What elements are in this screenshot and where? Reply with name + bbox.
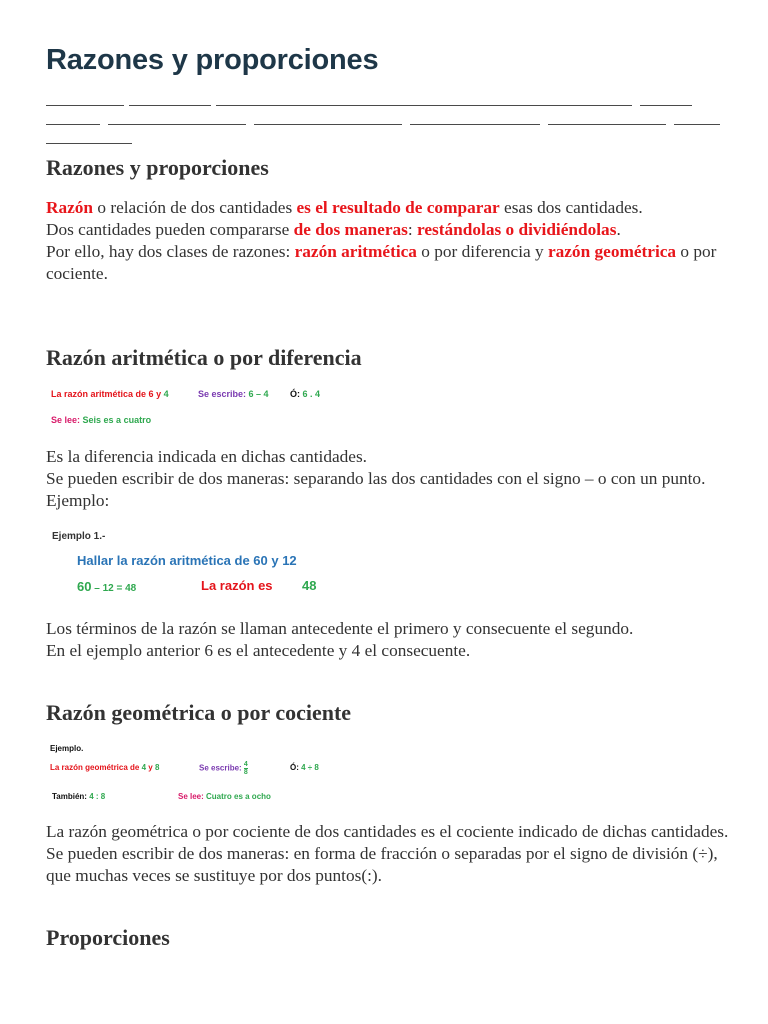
body-text: esas dos cantidades.	[499, 198, 643, 217]
body-text: La razón geométrica o por cociente de dos cantidades es el cociente indicado de dichas cantidades. Se pueden escribir de dos maneras: en forma de fracción o separadas por el signo de división (÷), que muchas veces se sustituye por dos puntos(:).	[46, 822, 729, 885]
intro-line	[46, 219, 736, 241]
arith-paragraph	[46, 446, 736, 512]
figure-arith-writes: Se escribe: 6 – 4	[198, 389, 269, 399]
figure-geo-writes: Se escribe: $\frac{4}{8}$	[199, 761, 248, 776]
figure-geo-label: La razón geométrica de 4 y 8	[50, 763, 160, 772]
figure-geo-title: Ejemplo.	[50, 744, 84, 753]
intro-line	[46, 197, 736, 219]
body-text: Es la diferencia indicada en dichas cantidades.	[46, 447, 367, 466]
figure-arith-or: Ó: 6 . 4	[290, 389, 321, 399]
intro-paragraph	[46, 197, 736, 285]
underline	[46, 105, 124, 106]
body-text: o por diferencia y	[416, 242, 548, 261]
figure-arith-label: La razón aritmética de 6 y 4	[51, 389, 169, 399]
placeholder-underlines	[46, 96, 736, 153]
body-text: o por cociente.	[46, 242, 717, 283]
emphasis-text: razón geométrica	[547, 242, 677, 261]
emphasis-text: Razón	[46, 198, 94, 217]
underline	[216, 105, 632, 106]
underline	[46, 124, 100, 125]
page-title: Razones y proporciones	[46, 44, 379, 76]
underline	[548, 124, 666, 125]
figure-geo-reads: Se lee: Cuatro es a ocho	[178, 792, 271, 801]
body-text: Dos cantidades pueden compararse	[46, 220, 294, 239]
underline	[410, 124, 540, 125]
figure-arith-reads: Se lee: Seis es a cuatro	[51, 415, 152, 425]
emphasis-text: restándolas o dividiéndolas	[417, 220, 617, 239]
section-heading: Proporciones	[46, 925, 170, 950]
underline	[674, 124, 720, 125]
example1-calc: 60 – 12 = 48	[77, 579, 137, 594]
example1-title: Ejemplo 1.-	[52, 531, 106, 542]
body-text: o relación de dos cantidades	[93, 198, 297, 217]
fraction: $\frac{4}{8}$	[243, 761, 248, 776]
section-heading: Razones y proporciones	[46, 155, 269, 180]
example1-prompt: Hallar la razón aritmética de 60 y 12	[77, 553, 297, 568]
underline	[129, 105, 211, 106]
emphasis-text: razón aritmética	[294, 242, 417, 261]
underline	[640, 105, 692, 106]
emphasis-text: de dos maneras	[293, 220, 408, 239]
example1-answer-label: La razón es	[201, 578, 273, 593]
underline	[254, 124, 402, 125]
body-text: Se pueden escribir de dos maneras: separando las dos cantidades con el signo – o con un punto. Ejemplo:	[46, 469, 706, 510]
geo-paragraph	[46, 821, 736, 887]
body-text: Los términos de la razón se llaman antecedente el primero y consecuente el segundo.	[46, 619, 634, 638]
underline	[108, 124, 246, 125]
intro-line	[46, 241, 736, 285]
section-heading: Razón aritmética o por diferencia	[46, 345, 362, 370]
body-text: .	[616, 220, 621, 239]
body-text: En el ejemplo anterior 6 es el antecedente y 4 el consecuente.	[46, 641, 471, 660]
emphasis-text: es el resultado de comparar	[296, 198, 500, 217]
figure-geo-or: Ó: 4 ÷ 8	[290, 763, 319, 772]
terms-paragraph	[46, 618, 736, 662]
example1-answer: 48	[302, 578, 317, 593]
body-text: :	[407, 220, 417, 239]
body-text: Por ello, hay dos clases de razones:	[46, 242, 295, 261]
underline	[46, 143, 132, 144]
figure-geo-also: También: 4 : 8	[52, 792, 106, 801]
section-heading: Razón geométrica o por cociente	[46, 700, 352, 725]
